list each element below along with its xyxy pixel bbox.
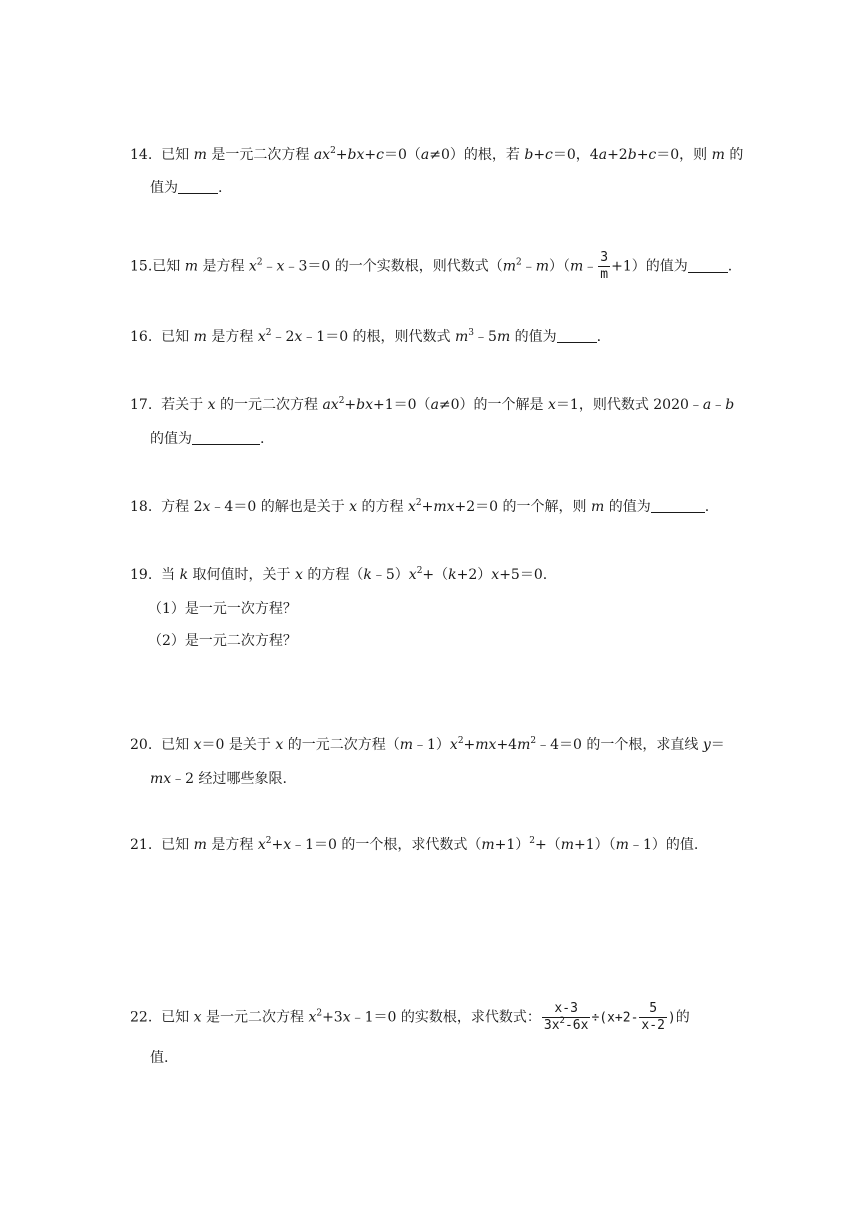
problem-14-continued: 值为 . [150, 180, 223, 196]
problem-number: 16. [130, 329, 153, 345]
problem-number: 17. [130, 397, 153, 413]
problem-19-part-1: （1）是一元一次方程？ [148, 601, 297, 617]
problem-20-continued: mx﹣2 经过哪些象限. [150, 771, 287, 787]
answer-blank[interactable] [178, 179, 218, 194]
problem-19-part-2: （2）是一元二次方程？ [148, 633, 297, 649]
problem-number: 20. [130, 737, 153, 753]
problem-18: 18. 方程 2x﹣4＝0 的解也是关于 x 的方程 $x^2+mx+2=0$ 的一个解，则 m 的值为 . [130, 498, 710, 515]
problem-15: 15.已知 m 是方程 $x^2﹣x﹣3=0$ 的一个实数根，则代数式$(m^2﹣m)(m﹣$ $\frac{3}{m}$ +1）的值为 . [130, 250, 733, 282]
problem-16: 16. 已知 m 是方程 $x^2﹣2x﹣1=0$ 的根，则代数式 $m^3﹣5m$ 的值为 . [130, 328, 602, 345]
problem-17: 17. 若关于 x 的一元二次方程 $ax^2+bx+1=0(a\ne 0)$的一个解是 x＝1，则代数式 2020﹣a﹣b [130, 396, 735, 413]
problem-number: 18. [130, 499, 153, 515]
problem-22-continued: 值. [150, 1050, 169, 1066]
problem-number: 15. [130, 258, 153, 275]
problem-19: 19. 当 k 取何值时，关于 x 的方程$(k﹣5)x^2+(k+2)x+5=0$. [130, 566, 548, 583]
problem-22: 22. 已知 x 是一元二次方程 $x^2+3x﹣1=0$ 的实数根，求代数式： $\frac{x-3}{3x^2-6x}$ ÷(x+2- $\frac{5}{x-2}$ )的 [130, 1001, 690, 1033]
answer-blank[interactable] [192, 430, 260, 445]
fraction-3-over-m: $\frac{3}{m}$ [600, 250, 609, 282]
answer-blank[interactable] [688, 258, 728, 273]
problem-17-continued: 的值为 . [150, 431, 265, 447]
problem-number: 21. [130, 837, 153, 853]
problem-14: 14. 已知 m 是一元二次方程 $ax^2+bx+c=0(a\ne 0)$的根，若 b+c＝0，4a+2b+c＝0，则 m 的 [130, 146, 744, 163]
problem-number: 14. [130, 147, 153, 163]
answer-blank[interactable] [557, 328, 597, 343]
problem-21: 21. 已知 m 是方程 $x^2+x﹣1=0$ 的一个根，求代数式$(m+1)^2+(m+1)(m﹣1)$的值. [130, 836, 699, 853]
problem-number: 22. [130, 1009, 153, 1026]
problem-number: 19. [130, 567, 153, 583]
answer-blank[interactable] [651, 498, 705, 513]
problem-20: 20. 已知 x＝0 是关于 x 的一元二次方程$(m﹣1)x^2+mx+4m^2﹣4=0$ 的一个根，求直线 y＝ [130, 736, 725, 753]
fraction-x-3-over-3x2-6x: $\frac{x-3}{3x^2-6x}$ [543, 1001, 589, 1033]
fraction-5-over-x-2: $\frac{5}{x-2}$ [641, 1001, 665, 1033]
